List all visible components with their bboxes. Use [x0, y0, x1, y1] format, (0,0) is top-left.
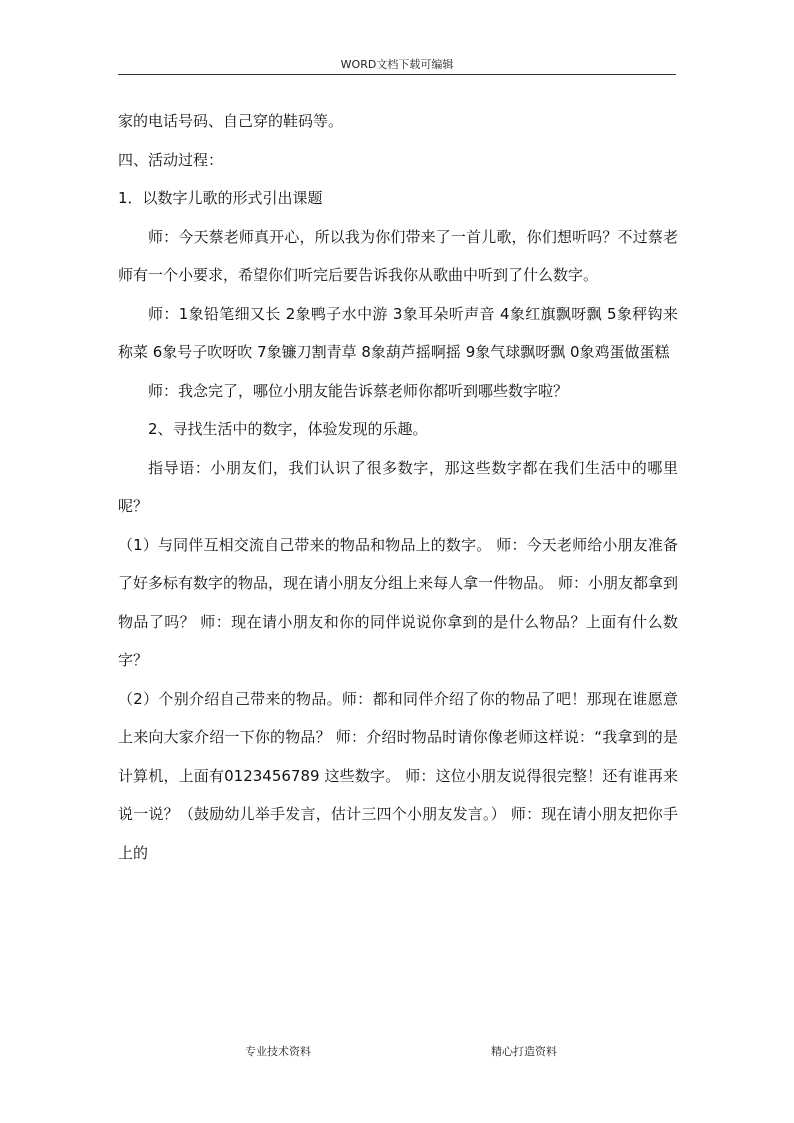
paragraph: 师：1象铅笔细又长 2象鸭子水中游 3象耳朵听声音 4象红旗飘呀飘 5象秤钩来称菜 6象号子吹呀吹 7象镰刀割青草 8象葫芦摇啊摇 9象气球飘呀飘 0象鸡蛋做蛋糕	[118, 304, 678, 361]
footer-left-text: 专业技术资料	[245, 1045, 311, 1058]
paragraph: 师：我念完了，哪位小朋友能告诉蔡老师你都听到哪些数字啦？	[148, 381, 569, 400]
page-header: WORD文档下载可编辑	[340, 58, 454, 71]
step-heading: 2、寻找生活中的数字，体验发现的乐趣。	[148, 420, 428, 438]
header-divider	[118, 74, 676, 75]
footer-right-text: 精心打造资料	[491, 1045, 557, 1058]
paragraph: 家的电话号码、自己穿的鞋码等。	[118, 112, 344, 130]
step-heading: 1．以数字儿歌的形式引出课题	[118, 189, 323, 207]
section-heading: 四、活动过程：	[118, 150, 224, 169]
paragraph: （1）与同伴互相交流自己带来的物品和物品上的数字。 师：今天老师给小朋友准备了好多标有数字的物品，现在请小朋友分组上来每人拿一件物品。 师：小朋友都拿到物品了吗？ 师：现在请小朋友和你的同伴说说你拿到的是什么物品？上面有什么数字？	[118, 535, 678, 669]
document-body	[118, 102, 678, 872]
paragraph: 指导语：小朋友们，我们认识了很多数字，那这些数字都在我们生活中的哪里呢？	[118, 458, 678, 515]
paragraph: （2）个别介绍自己带来的物品。师：都和同伴介绍了你的物品了吧！那现在谁愿意上来向大家介绍一下你的物品？ 师：介绍时物品时请你像老师这样说：“我拿到的是计算机，上面有0123456789 这些数字。 师：这位小朋友说得很完整！还有谁再来说一说？（鼓励幼儿举手发言，估计三四个小朋友发言。） 师：现在请小朋友把你手上的	[118, 689, 678, 862]
paragraph: 师：今天蔡老师真开心，所以我为你们带来了一首儿歌，你们想听吗？不过蔡老师有一个小要求，希望你们听完后要告诉我你从歌曲中听到了什么数字。	[118, 227, 678, 284]
